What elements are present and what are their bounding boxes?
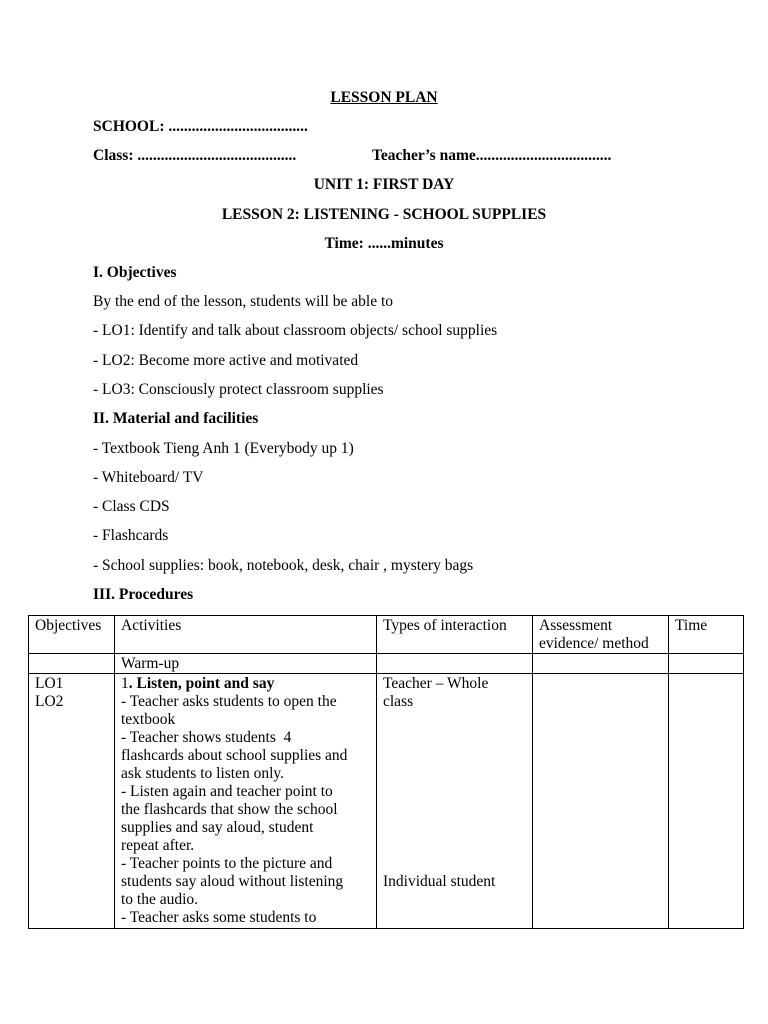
- unit-title: UNIT 1: FIRST DAY: [313, 176, 455, 193]
- procedures-heading: III. Procedures: [93, 586, 194, 603]
- activity-number: 1: [121, 675, 129, 692]
- materials-heading: II. Material and facilities: [93, 410, 259, 427]
- objective-code: LO2: [35, 693, 64, 710]
- interaction-line: class: [383, 693, 414, 710]
- table-row: [29, 654, 744, 674]
- time-cell: [669, 674, 744, 929]
- cell-spacer: [383, 711, 526, 873]
- activity-line: - Listen again and teacher point to: [121, 783, 333, 800]
- material-item: - Flashcards: [93, 527, 169, 544]
- objectives-cell: [29, 674, 115, 929]
- activities-cell: Warm-up: [115, 654, 377, 674]
- activity-line: - Teacher shows students 4: [121, 729, 292, 746]
- objectives-heading: I. Objectives: [93, 264, 177, 281]
- material-item: - Textbook Tieng Anh 1 (Everybody up 1): [93, 440, 354, 457]
- assessment-cell: [533, 654, 669, 674]
- objectives-intro: By the end of the lesson, students will be able to: [93, 293, 394, 310]
- column-header: Assessment evidence/ method: [533, 616, 669, 654]
- activity-line: ask students to listen only.: [121, 765, 285, 782]
- column-header: Time: [669, 616, 744, 654]
- objective-item: - LO2: Become more active and motivated: [93, 352, 359, 369]
- table-row: [29, 674, 744, 929]
- column-header: Objectives: [29, 616, 115, 654]
- interaction-cell: [377, 674, 533, 929]
- activity-line: to the audio.: [121, 891, 199, 908]
- activity-line: textbook: [121, 711, 176, 728]
- activity-line: - Teacher asks students to open the: [121, 693, 337, 710]
- activity-line: - Teacher points to the picture and: [121, 855, 333, 872]
- school-line: SCHOOL: ....................................: [93, 118, 308, 135]
- objectives-cell: [29, 654, 115, 674]
- objective-item: - LO1: Identify and talk about classroom objects/ school supplies: [93, 322, 498, 339]
- activity-line: repeat after.: [121, 837, 195, 854]
- table-header-row: [29, 616, 744, 654]
- teacher-line: Teacher’s name...................................: [372, 147, 612, 164]
- activity-line: the flashcards that show the school: [121, 801, 338, 818]
- activity-title-text: . Listen, point and say: [128, 675, 275, 692]
- activity-title: [121, 675, 370, 693]
- page-title: LESSON PLAN: [330, 89, 438, 106]
- time-cell: [669, 654, 744, 674]
- class-line: Class: .........................................: [93, 147, 297, 164]
- assessment-cell: [533, 674, 669, 929]
- procedures-table: [28, 615, 744, 929]
- activity-line: students say aloud without listening: [121, 873, 344, 890]
- objective-code: LO1: [35, 675, 64, 692]
- column-header: Activities: [115, 616, 377, 654]
- activity-line: supplies and say aloud, student: [121, 819, 314, 836]
- objective-item: - LO3: Consciously protect classroom supplies: [93, 381, 384, 398]
- material-item: - School supplies: book, notebook, desk, chair , mystery bags: [93, 557, 474, 574]
- activities-cell: [115, 674, 377, 929]
- lesson-title: LESSON 2: LISTENING - SCHOOL SUPPLIES: [221, 206, 547, 223]
- interaction-line: Teacher – Whole: [383, 675, 489, 692]
- material-item: - Class CDS: [93, 498, 170, 515]
- activity-line: flashcards about school supplies and: [121, 747, 348, 764]
- column-header: Types of interaction: [377, 616, 533, 654]
- time-line: Time: ......minutes: [324, 235, 444, 252]
- activity-line: - Teacher asks some students to: [121, 909, 317, 926]
- interaction-cell: [377, 654, 533, 674]
- material-item: - Whiteboard/ TV: [93, 469, 204, 486]
- interaction-line: Individual student: [383, 873, 496, 890]
